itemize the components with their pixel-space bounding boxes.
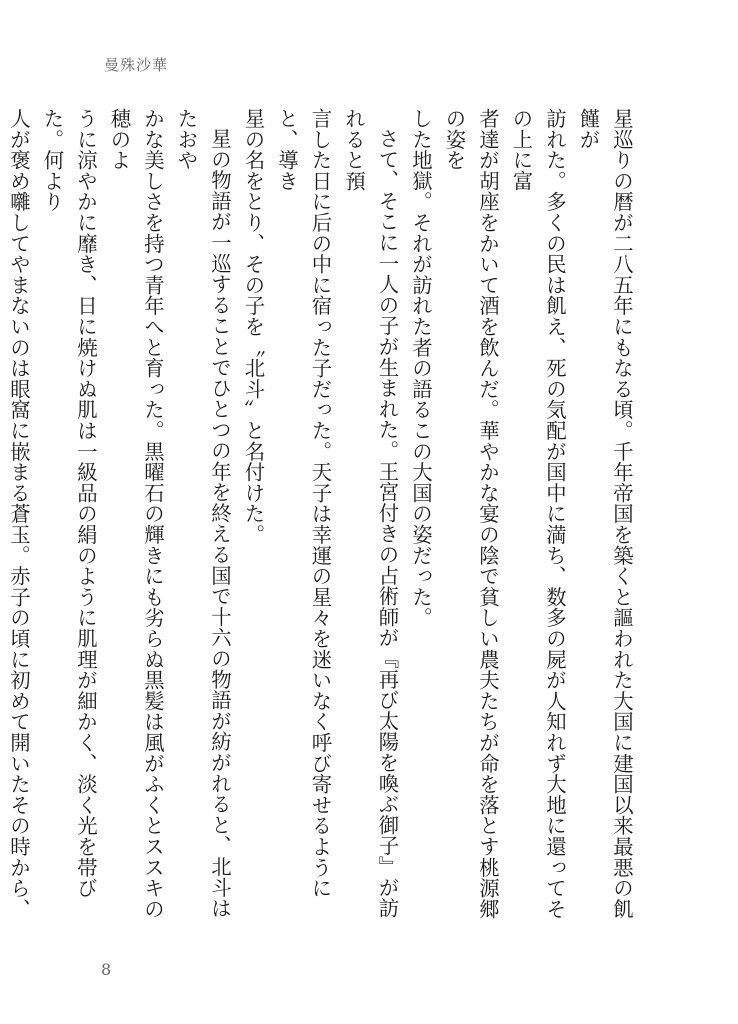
page-number: 8 xyxy=(101,960,112,979)
paragraph-3: 星の物語が一巡することでひとつの年を終える国で十六の物語が紡がれると、北斗はたおや かな美しさを持つ青年へと育った。黒曜石の輝きにも劣らぬ黒髪は風がふくとススキの穂のよ うに涼やかに靡き、日に焼けぬ肌は一級品の絹のように肌理が細かく、淡く光を帯びた。何より 人が褒め囃してやまないのは眼窩に嵌まる蒼玉。赤子の頃に初めて開いたその時から、 xyxy=(7,108,232,920)
paragraph-2: さて、そこに一人の子が生まれた。王宮付きの占術師が『再び太陽を喚ぶ御子』が訪れると預 言した日に后の中に宿った子だった。天子は幸運の星々を迷いなく呼び寄せるようにと、導き 星の名をとり、その子を〝北斗〟と名付けた。 xyxy=(241,108,400,919)
paragraph-1: 星巡りの暦が二八五年にもなる頃。千年帝国を築くと謳われた大国に建国以来最悪の飢饉が 訪れた。多くの民は飢え、死の気配が国中に満ち、数多の屍が人知れず大地に還ってその上に富 者達が胡座をかいて酒を飲んだ。華やかな宴の陰で貧しい農夫たちが命を落とす桃源郷の姿を した地獄。それが訪れた者の語るこの大国の姿だった。 xyxy=(409,108,634,920)
running-head-title: 曼殊沙華 xyxy=(104,56,169,74)
body-text xyxy=(7,108,638,926)
